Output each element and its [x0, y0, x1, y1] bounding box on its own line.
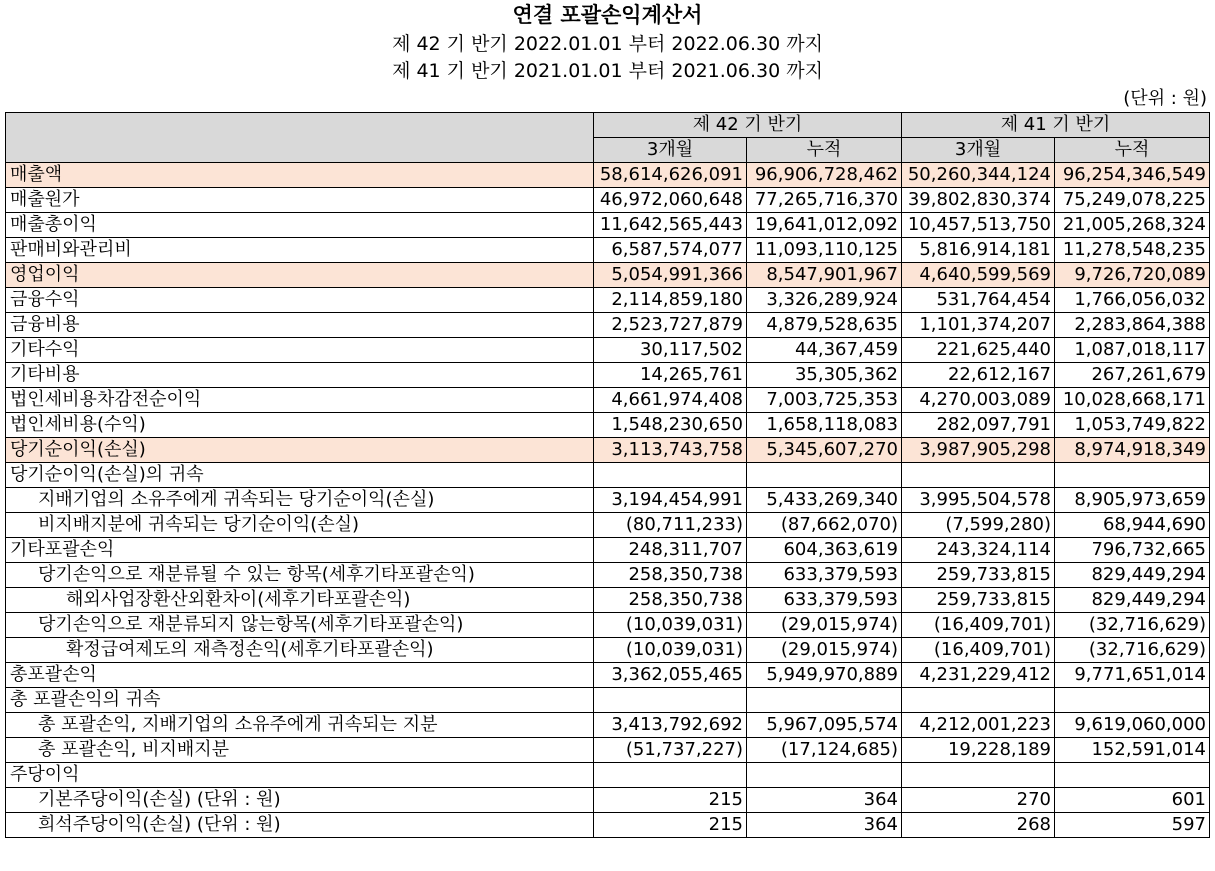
- row-value: 9,771,651,014: [1055, 663, 1210, 688]
- current-period-range: 제 42 기 반기 2022.01.01 부터 2022.06.30 까지: [392, 33, 823, 55]
- table-row: [6, 813, 1210, 838]
- row-value: 221,625,440: [902, 338, 1055, 363]
- row-value: (32,716,629): [1055, 613, 1210, 638]
- table-row: [6, 463, 1210, 488]
- row-label: 영업이익: [6, 263, 594, 288]
- table-row: [6, 538, 1210, 563]
- row-value: 1,766,056,032: [1055, 288, 1210, 313]
- row-value: 267,261,679: [1055, 363, 1210, 388]
- row-value: 3,362,055,465: [594, 663, 747, 688]
- row-value: 796,732,665: [1055, 538, 1210, 563]
- row-value: (29,015,974): [747, 638, 902, 663]
- row-label: 확정급여제도의 재측정손익(세후기타포괄손익): [6, 638, 594, 663]
- row-value: 1,101,374,207: [902, 313, 1055, 338]
- statement-title: 연결 포괄손익계산서: [512, 3, 703, 27]
- row-value: 8,547,901,967: [747, 263, 902, 288]
- table-row: [6, 688, 1210, 713]
- row-value: 604,363,619: [747, 538, 902, 563]
- row-value: (10,039,031): [594, 613, 747, 638]
- table-row: [6, 638, 1210, 663]
- table-row: [6, 563, 1210, 588]
- row-value: [594, 763, 747, 788]
- row-value: 259,733,815: [902, 588, 1055, 613]
- table-row: [6, 513, 1210, 538]
- row-value: 50,260,344,124: [902, 163, 1055, 188]
- row-value: 30,117,502: [594, 338, 747, 363]
- row-value: [902, 763, 1055, 788]
- row-value: [1055, 688, 1210, 713]
- row-value: 9,726,720,089: [1055, 263, 1210, 288]
- row-label: 총 포괄손익의 귀속: [6, 688, 594, 713]
- table-row: [6, 663, 1210, 688]
- row-label: 법인세비용(수익): [6, 413, 594, 438]
- row-label: 희석주당이익(손실) (단위 : 원): [6, 813, 594, 838]
- row-value: 152,591,014: [1055, 738, 1210, 763]
- row-value: 5,433,269,340: [747, 488, 902, 513]
- row-value: 1,053,749,822: [1055, 413, 1210, 438]
- row-value: 258,350,738: [594, 588, 747, 613]
- row-value: 9,619,060,000: [1055, 713, 1210, 738]
- unit-label: (단위 : 원): [1123, 88, 1207, 109]
- row-label: 지배기업의 소유주에게 귀속되는 당기순이익(손실): [6, 488, 594, 513]
- row-label: 당기순이익(손실): [6, 438, 594, 463]
- row-value: 5,345,607,270: [747, 438, 902, 463]
- row-value: 19,228,189: [902, 738, 1055, 763]
- row-value: [594, 463, 747, 488]
- row-label: 총포괄손익: [6, 663, 594, 688]
- row-label: 해외사업장환산외환차이(세후기타포괄손익): [6, 588, 594, 613]
- header-prior-cumulative: 누적: [1055, 138, 1210, 163]
- row-label: 금융비용: [6, 313, 594, 338]
- table-row: [6, 738, 1210, 763]
- row-label: 당기순이익(손실)의 귀속: [6, 463, 594, 488]
- row-value: 364: [747, 788, 902, 813]
- row-value: 268: [902, 813, 1055, 838]
- table-row: [6, 388, 1210, 413]
- row-value: (16,409,701): [902, 613, 1055, 638]
- table-row: [6, 288, 1210, 313]
- row-label: 비지배지분에 귀속되는 당기순이익(손실): [6, 513, 594, 538]
- row-value: [902, 463, 1055, 488]
- row-value: 633,379,593: [747, 588, 902, 613]
- row-value: 22,612,167: [902, 363, 1055, 388]
- row-value: 215: [594, 788, 747, 813]
- row-value: 4,879,528,635: [747, 313, 902, 338]
- row-label: 기본주당이익(손실) (단위 : 원): [6, 788, 594, 813]
- row-label: 금융수익: [6, 288, 594, 313]
- table-row: [6, 413, 1210, 438]
- row-value: 829,449,294: [1055, 563, 1210, 588]
- row-value: 270: [902, 788, 1055, 813]
- row-value: 4,212,001,223: [902, 713, 1055, 738]
- table-row: [6, 188, 1210, 213]
- header-prior-period: 제 41 기 반기: [902, 113, 1210, 138]
- row-value: 14,265,761: [594, 363, 747, 388]
- table-row: [6, 788, 1210, 813]
- header-blank-cell: [6, 113, 594, 163]
- row-value: 3,113,743,758: [594, 438, 747, 463]
- row-value: 531,764,454: [902, 288, 1055, 313]
- row-value: 58,614,626,091: [594, 163, 747, 188]
- row-value: 4,661,974,408: [594, 388, 747, 413]
- row-value: 2,283,864,388: [1055, 313, 1210, 338]
- row-value: (87,662,070): [747, 513, 902, 538]
- header-current-three-months: 3개월: [594, 138, 747, 163]
- row-value: 35,305,362: [747, 363, 902, 388]
- row-value: (10,039,031): [594, 638, 747, 663]
- table-row: [6, 438, 1210, 463]
- row-label: 판매비와관리비: [6, 238, 594, 263]
- row-label: 기타포괄손익: [6, 538, 594, 563]
- table-row: [6, 163, 1210, 188]
- row-label: 기타비용: [6, 363, 594, 388]
- row-value: 8,905,973,659: [1055, 488, 1210, 513]
- row-value: 597: [1055, 813, 1210, 838]
- row-value: [902, 688, 1055, 713]
- row-value: 3,995,504,578: [902, 488, 1055, 513]
- row-value: (16,409,701): [902, 638, 1055, 663]
- row-value: 1,658,118,083: [747, 413, 902, 438]
- row-value: 3,987,905,298: [902, 438, 1055, 463]
- row-value: (51,737,227): [594, 738, 747, 763]
- row-value: 1,548,230,650: [594, 413, 747, 438]
- row-value: 601: [1055, 788, 1210, 813]
- row-value: 75,249,078,225: [1055, 188, 1210, 213]
- row-value: [594, 688, 747, 713]
- row-label: 기타수익: [6, 338, 594, 363]
- table-row: [6, 488, 1210, 513]
- row-value: 19,641,012,092: [747, 213, 902, 238]
- row-value: 5,816,914,181: [902, 238, 1055, 263]
- row-value: 829,449,294: [1055, 588, 1210, 613]
- row-label: 법인세비용차감전순이익: [6, 388, 594, 413]
- row-value: 258,350,738: [594, 563, 747, 588]
- table-row: [6, 763, 1210, 788]
- row-value: 11,093,110,125: [747, 238, 902, 263]
- row-label: 총 포괄손익, 비지배지분: [6, 738, 594, 763]
- header-prior-three-months: 3개월: [902, 138, 1055, 163]
- row-label: 매출액: [6, 163, 594, 188]
- row-value: 39,802,830,374: [902, 188, 1055, 213]
- row-value: 96,906,728,462: [747, 163, 902, 188]
- row-value: 8,974,918,349: [1055, 438, 1210, 463]
- table-row: [6, 338, 1210, 363]
- row-value: 5,054,991,366: [594, 263, 747, 288]
- table-row: [6, 213, 1210, 238]
- row-label: 당기손익으로 재분류될 수 있는 항목(세후기타포괄손익): [6, 563, 594, 588]
- row-value: 7,003,725,353: [747, 388, 902, 413]
- row-label: 총 포괄손익, 지배기업의 소유주에게 귀속되는 지분: [6, 713, 594, 738]
- row-value: (17,124,685): [747, 738, 902, 763]
- row-value: 5,967,095,574: [747, 713, 902, 738]
- row-value: 21,005,268,324: [1055, 213, 1210, 238]
- row-value: [747, 763, 902, 788]
- row-value: 11,278,548,235: [1055, 238, 1210, 263]
- row-value: [747, 688, 902, 713]
- table-row: [6, 263, 1210, 288]
- row-value: 11,642,565,443: [594, 213, 747, 238]
- row-value: 4,270,003,089: [902, 388, 1055, 413]
- row-value: 2,114,859,180: [594, 288, 747, 313]
- row-value: 3,326,289,924: [747, 288, 902, 313]
- row-value: (32,716,629): [1055, 638, 1210, 663]
- row-value: (80,711,233): [594, 513, 747, 538]
- row-value: 364: [747, 813, 902, 838]
- row-value: 68,944,690: [1055, 513, 1210, 538]
- row-value: 259,733,815: [902, 563, 1055, 588]
- table-row: [6, 613, 1210, 638]
- row-value: 4,231,229,412: [902, 663, 1055, 688]
- table-row: [6, 363, 1210, 388]
- row-value: 3,413,792,692: [594, 713, 747, 738]
- row-value: (29,015,974): [747, 613, 902, 638]
- prior-period-range: 제 41 기 반기 2021.01.01 부터 2021.06.30 까지: [392, 60, 823, 82]
- row-value: (7,599,280): [902, 513, 1055, 538]
- row-value: 282,097,791: [902, 413, 1055, 438]
- row-label: 당기손익으로 재분류되지 않는항목(세후기타포괄손익): [6, 613, 594, 638]
- row-value: 215: [594, 813, 747, 838]
- row-value: 44,367,459: [747, 338, 902, 363]
- row-value: 10,028,668,171: [1055, 388, 1210, 413]
- row-value: 1,087,018,117: [1055, 338, 1210, 363]
- row-value: 6,587,574,077: [594, 238, 747, 263]
- row-value: 243,324,114: [902, 538, 1055, 563]
- row-value: 3,194,454,991: [594, 488, 747, 513]
- row-value: 4,640,599,569: [902, 263, 1055, 288]
- row-value: [1055, 463, 1210, 488]
- table-row: [6, 313, 1210, 338]
- row-value: 46,972,060,648: [594, 188, 747, 213]
- row-value: 10,457,513,750: [902, 213, 1055, 238]
- row-label: 주당이익: [6, 763, 594, 788]
- row-value: 248,311,707: [594, 538, 747, 563]
- row-value: 96,254,346,549: [1055, 163, 1210, 188]
- row-value: 5,949,970,889: [747, 663, 902, 688]
- header-current-period: 제 42 기 반기: [594, 113, 902, 138]
- row-label: 매출원가: [6, 188, 594, 213]
- table-row: [6, 713, 1210, 738]
- statement-rows: [6, 163, 1210, 838]
- row-value: [1055, 763, 1210, 788]
- table-row: [6, 588, 1210, 613]
- income-statement-table: [5, 112, 1210, 838]
- table-row: [6, 238, 1210, 263]
- header-current-cumulative: 누적: [747, 138, 902, 163]
- row-value: 2,523,727,879: [594, 313, 747, 338]
- row-label: 매출총이익: [6, 213, 594, 238]
- row-value: [747, 463, 902, 488]
- row-value: 77,265,716,370: [747, 188, 902, 213]
- row-value: 633,379,593: [747, 563, 902, 588]
